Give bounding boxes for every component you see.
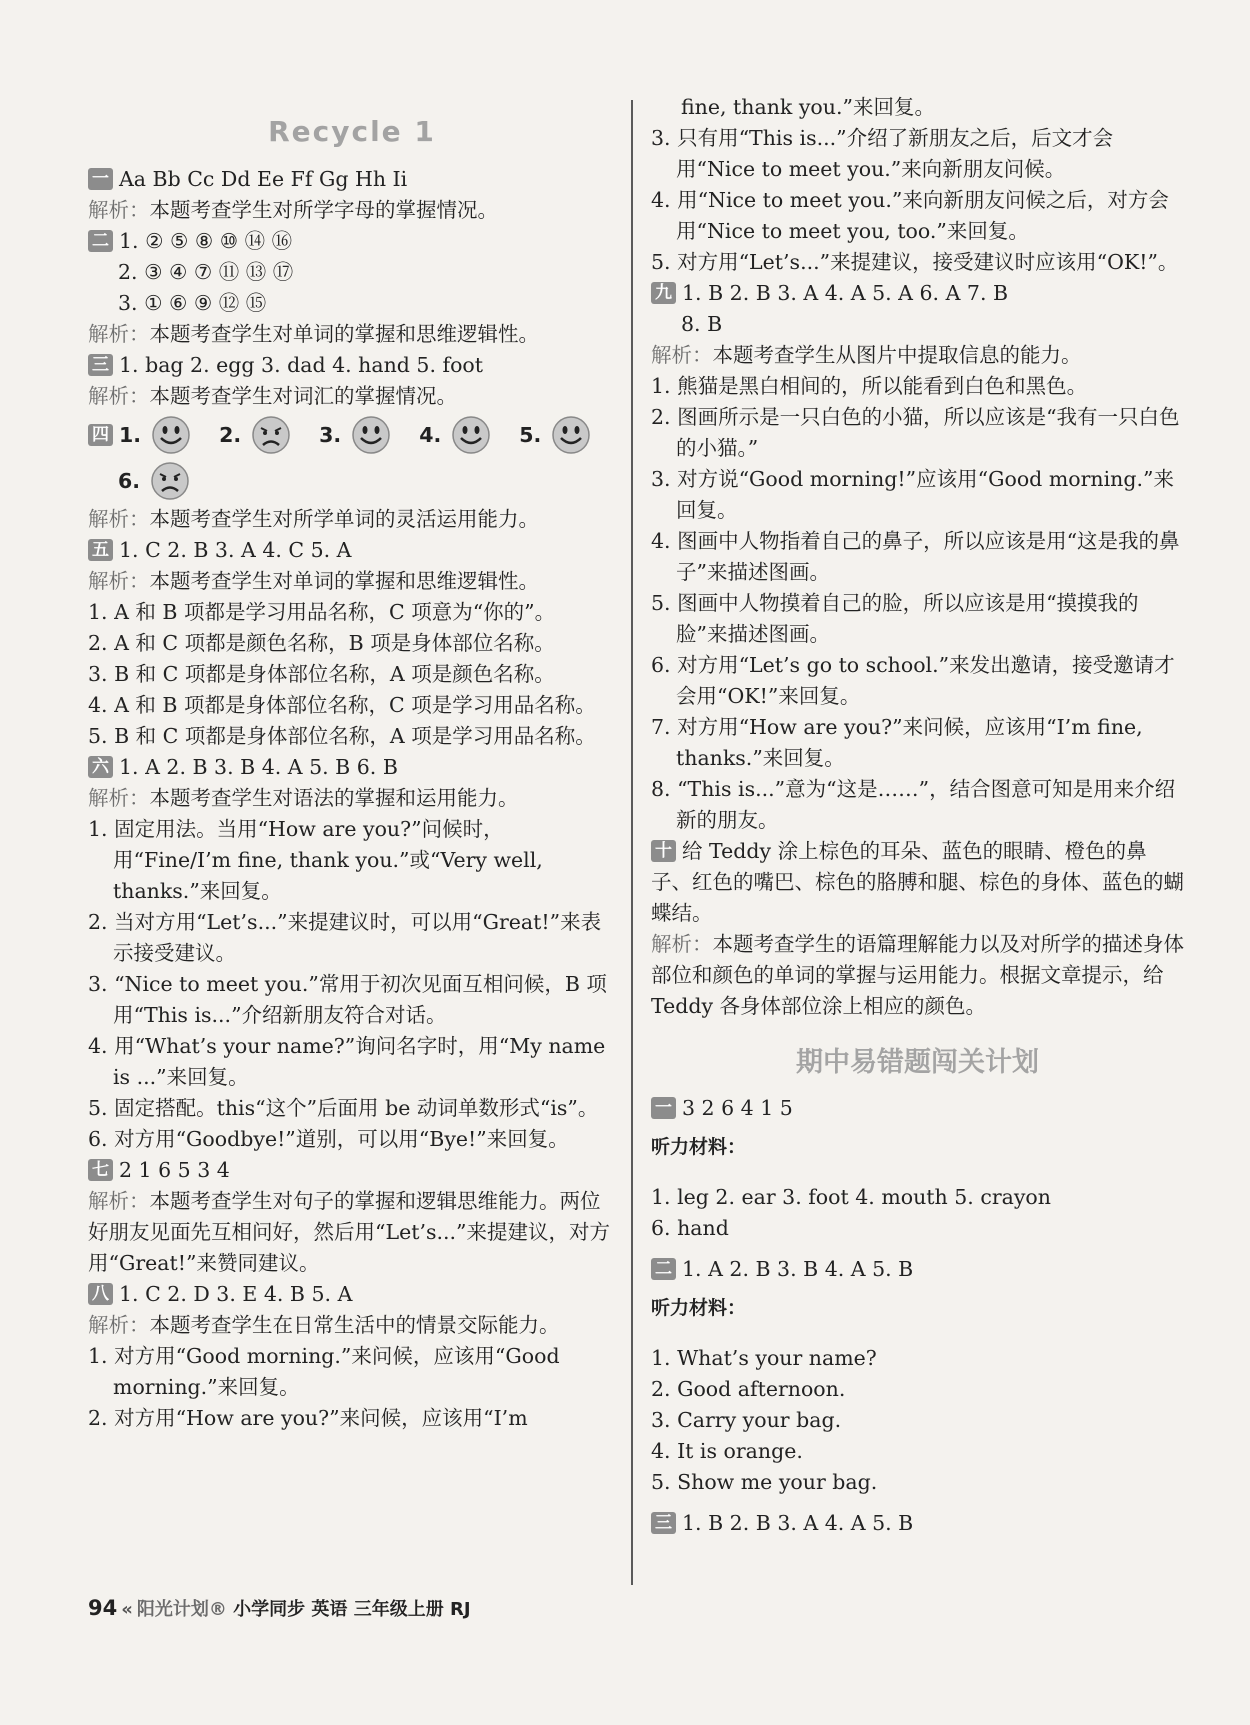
m1-listening-line-2: 6. hand	[651, 1216, 729, 1240]
s1-analysis: 解析：本题考查学生对所学字母的掌握情况。	[88, 198, 498, 222]
s4-analysis: 解析：本题考查学生对所学单词的灵活运用能力。	[88, 507, 539, 531]
s7-analysis: 解析：本题考查学生对句子的掌握和逻辑思维能力。两位好朋友见面先互相问好，然后用“Let’s...”来提建议，对方用“Great!”来赞同建议。	[88, 1189, 611, 1275]
sad-face-icon	[150, 461, 190, 501]
s8-item-3: 3. 只有用“This is...”介绍了新朋友之后，后文才会用“Nice to meet you.”来向新朋友问候。	[651, 126, 1114, 181]
s4-faces-row-2: 6.	[88, 458, 616, 504]
left-column	[88, 92, 616, 1434]
s6-answer: 六 1. A 2. B 3. B 4. A 5. B 6. B	[88, 752, 616, 783]
s8-answer: 八 1. C 2. D 3. E 4. B 5. A	[88, 1279, 616, 1310]
s9-item-7: 7. 对方用“How are you?”来问候，应该用“I’m fine, thanks.”来回复。	[651, 715, 1143, 770]
s3-answer: 三 1. bag 2. egg 3. dad 4. hand 5. foot	[88, 350, 616, 381]
section-title-recycle: Recycle 1	[268, 115, 436, 148]
s5-item-1: 1. A 和 B 项都是学习用品名称，C 项意为“你的”。	[88, 600, 556, 624]
m2-listening-item-5: 5. Show me your bag.	[651, 1470, 878, 1494]
m2-listening-item-4: 4. It is orange.	[651, 1439, 803, 1463]
s9-answer-2: 8. B	[681, 312, 723, 336]
double-chevron-icon: «	[121, 1599, 133, 1620]
s8-analysis: 解析：本题考查学生在日常生活中的情景交际能力。	[88, 1313, 560, 1337]
s6-item-6: 6. 对方用“Goodbye!”道别，可以用“Bye!”来回复。	[88, 1127, 569, 1151]
s8-item-2: 2. 对方用“How are you?”来问候，应该用“I’m	[88, 1406, 528, 1430]
s5-item-5: 5. B 和 C 项都是身体部位名称，A 项是学习用品名称。	[88, 724, 596, 748]
s6-analysis: 解析：本题考查学生对语法的掌握和运用能力。	[88, 786, 519, 810]
s9-answer: 九 1. B 2. B 3. A 4. A 5. A 6. A 7. B	[651, 278, 1184, 309]
s5-item-4: 4. A 和 B 项都是身体部位名称，C 项是学习用品名称。	[88, 693, 596, 717]
s6-item-2: 2. 当对方用“Let’s...”来提建议时，可以用“Great!”来表示接受建议。	[88, 910, 602, 965]
m1-listening-line-1: 1. leg 2. ear 3. foot 4. mouth 5. crayon	[651, 1185, 1051, 1209]
smile-face-icon	[551, 415, 591, 455]
s8-cont-line: fine, thank you.”来回复。	[681, 95, 935, 119]
m1-listening-label: 听力材料：	[651, 1136, 747, 1158]
smile-face-icon	[351, 415, 391, 455]
s8-item-5: 5. 对方用“Let’s...”来提建议，接受建议时应该用“OK!”。	[651, 250, 1179, 274]
m1-answer: 一 3 2 6 4 1 5	[651, 1093, 1184, 1124]
m2-answer: 二 1. A 2. B 3. B 4. A 5. B	[651, 1254, 1184, 1285]
s5-item-2: 2. A 和 C 项都是颜色名称，B 项是身体部位名称。	[88, 631, 555, 655]
m2-listening-item-1: 1. What’s your name?	[651, 1346, 877, 1370]
s8-item-1: 1. 对方用“Good morning.”来问候，应该用“Good morning.”来回复。	[88, 1344, 560, 1399]
s4-faces-row-1: 四 1. 2. 3. 4. 5.	[88, 412, 616, 458]
section-title-midterm: 期中易错题闯关计划	[796, 1047, 1039, 1078]
column-divider	[631, 100, 633, 1585]
s1-answer: 一 Aa Bb Cc Dd Ee Ff Gg Hh Ii	[88, 164, 616, 195]
s6-item-3: 3. “Nice to meet you.”常用于初次见面互相问候，B 项用“This is...”介绍新朋友符合对话。	[88, 972, 607, 1027]
s2-analysis: 解析：本题考查学生对单词的掌握和思维逻辑性。	[88, 322, 539, 346]
m2-listening-item-2: 2. Good afternoon.	[651, 1377, 846, 1401]
m3-answer: 三 1. B 2. B 3. A 4. A 5. B	[651, 1508, 1184, 1539]
s10-analysis: 解析：本题考查学生的语篇理解能力以及对所学的描述身体部位和颜色的单词的掌握与运用能力。根据文章提示，给 Teddy 各身体部位涂上相应的颜色。	[651, 932, 1184, 1018]
page-footer	[88, 1595, 471, 1621]
smile-face-icon	[451, 415, 491, 455]
s9-item-4: 4. 图画中人物指着自己的鼻子，所以应该是用“这是我的鼻子”来描述图画。	[651, 529, 1180, 584]
right-column	[651, 92, 1184, 1539]
s9-item-1: 1. 熊猫是黑白相间的，所以能看到白色和黑色。	[651, 374, 1088, 398]
s3-analysis: 解析：本题考查学生对词汇的掌握情况。	[88, 384, 457, 408]
s6-item-5: 5. 固定搭配。this“这个”后面用 be 动词单数形式“is”。	[88, 1096, 599, 1120]
s9-item-2: 2. 图画所示是一只白色的小猫，所以应该是“我有一只白色的小猫。”	[651, 405, 1180, 460]
s10-answer: 十 给 Teddy 涂上棕色的耳朵、蓝色的眼睛、橙色的鼻子、红色的嘴巴、棕色的胳膊和腿、棕色的身体、蓝色的蝴蝶结。	[651, 839, 1184, 925]
s6-item-4: 4. 用“What’s your name?”询问名字时，用“My name is ...”来回复。	[88, 1034, 606, 1089]
s9-analysis: 解析：本题考查学生从图片中提取信息的能力。	[651, 343, 1082, 367]
s5-item-3: 3. B 和 C 项都是身体部位名称，A 项是颜色名称。	[88, 662, 555, 686]
m2-listening-item-3: 3. Carry your bag.	[651, 1408, 842, 1432]
book-info: 小学同步 英语 三年级上册 RJ	[233, 1599, 471, 1620]
page-number: 94	[88, 1596, 118, 1620]
s9-item-5: 5. 图画中人物摸着自己的脸，所以应该是用“摸摸我的脸”来描述图画。	[651, 591, 1139, 646]
smile-face-icon	[151, 415, 191, 455]
s2-line-2: 2. ③ ④ ⑦ ⑪ ⑬ ⑰	[118, 260, 294, 284]
s6-item-1: 1. 固定用法。当用“How are you?”问候时，用“Fine/I’m fine, thank you.”或“Very well, thanks.”来回复。	[88, 817, 543, 903]
s9-item-6: 6. 对方用“Let’s go to school.”来发出邀请，接受邀请才会用“OK!”来回复。	[651, 653, 1175, 708]
s7-answer: 七 2 1 6 5 3 4	[88, 1155, 616, 1186]
s9-item-3: 3. 对方说“Good morning!”应该用“Good morning.”来回复。	[651, 467, 1174, 522]
s5-answer: 五 1. C 2. B 3. A 4. C 5. A	[88, 535, 616, 566]
s9-item-8: 8. “This is...”意为“这是……”，结合图意可知是用来介绍新的朋友。	[651, 777, 1176, 832]
s5-analysis: 解析：本题考查学生对单词的掌握和思维逻辑性。	[88, 569, 539, 593]
m2-listening-label: 听力材料：	[651, 1297, 747, 1319]
sad-face-icon	[251, 415, 291, 455]
s2-line-3: 3. ① ⑥ ⑨ ⑫ ⑮	[118, 291, 267, 315]
brand-name: 阳光计划®	[136, 1599, 227, 1620]
s2-line-1: 二 1. ② ⑤ ⑧ ⑩ ⑭ ⑯	[88, 226, 616, 257]
s8-item-4: 4. 用“Nice to meet you.”来向新朋友问候之后，对方会用“Nice to meet you, too.”来回复。	[651, 188, 1169, 243]
